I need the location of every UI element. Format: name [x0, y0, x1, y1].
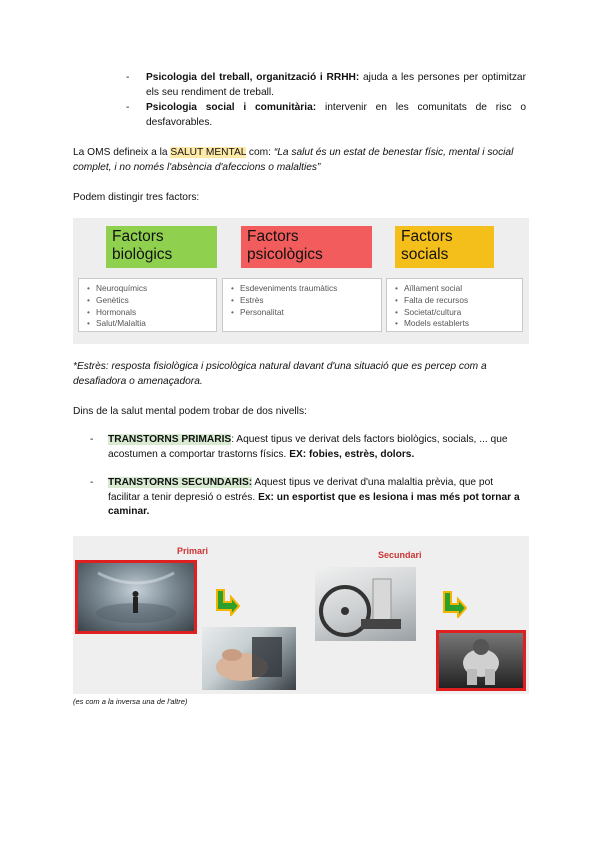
list-item: [126, 71, 526, 100]
list-item: • Neuroquímics: [87, 283, 212, 295]
oms-quote: “La salut és un estat de benestar físic, mental i social complet, i no només l'absència d'afeccions o malalties”: [73, 147, 514, 173]
sad-person-photo: [436, 630, 526, 691]
top-list: [126, 71, 526, 130]
dash-marker: -: [90, 477, 94, 488]
item-text: intervenir en les comunitats de risc o desfavorables.: [146, 102, 526, 128]
list-item: • Models establerts: [395, 318, 518, 330]
factor-soc-title: [395, 226, 494, 268]
salut-mental-highlight: SALUT MENTAL: [170, 147, 247, 158]
levels-intro: Dins de la salut mental podem trobar de dos nivells:: [73, 406, 307, 417]
dash-marker: -: [90, 434, 94, 445]
list-item: • Societat/cultura: [395, 307, 518, 319]
title-line: Factors: [401, 228, 453, 245]
title-line: Factors: [112, 228, 164, 245]
list-item: • Hormonals: [87, 307, 212, 319]
examples-panel: [73, 536, 529, 694]
title-line: socials: [401, 246, 449, 263]
list-item: • Estrès: [231, 295, 377, 307]
figure-silhouette-icon: [78, 563, 194, 631]
primary-text: : Aquest tipus ve derivat dels factors biològics, socials, ... que acostumen a comportar trastorns físics.: [108, 434, 508, 460]
stress-note: *Estrès: resposta fisiològica i psicològica natural davant d'una situació que es percep com a desafiadora o amenaçadora.: [73, 361, 487, 387]
title-line: psicològics: [247, 246, 323, 263]
arrow-down-right-icon: [441, 590, 467, 618]
oms-pre: La OMS defineix a la: [73, 147, 171, 158]
title-line: Factors: [247, 228, 299, 245]
fog-figure-photo: [75, 560, 197, 634]
wheelchair-photo: [315, 567, 416, 641]
caption: (es com a la inversa una de l'altre): [73, 697, 188, 706]
list-item: • Aïllament social: [395, 283, 518, 295]
list-item: [90, 433, 522, 462]
secondary-text: Aquest tipus ve derivat d'una malaltia prèvia, que pot facilitar a tenir depresió o estrés.: [108, 477, 494, 503]
oms-mid: com:: [246, 147, 274, 158]
factor-psy-list: [222, 278, 382, 332]
list-item: [90, 476, 522, 520]
item-title: Psicologia del treball, organització i RRHH:: [146, 72, 360, 83]
title-line: biològics: [112, 246, 173, 263]
factor-psy-title: [241, 226, 372, 268]
list-item: [126, 101, 526, 130]
dash-marker: -: [126, 72, 130, 83]
primary-image-label: Primari: [177, 546, 209, 556]
list-item: • Personalitat: [231, 307, 377, 319]
list-item: • Falta de recursos: [395, 295, 518, 307]
levels-list: [90, 433, 522, 520]
item-title: Psicologia social i comunitària:: [146, 102, 317, 113]
knee-pain-photo: [202, 627, 296, 690]
primary-example: EX: fobies, estrès, dolors.: [289, 448, 415, 460]
dash-marker: -: [126, 102, 130, 113]
distinguish-text: Podem distingir tres factors:: [73, 192, 200, 203]
arrow-down-right-icon: [214, 588, 240, 616]
factor-bio-title: [106, 226, 217, 268]
secondary-example: Ex: un esportist que es lesiona i mas més pot tornar a caminar.: [108, 491, 520, 517]
factors-panel: [73, 218, 529, 344]
secondary-label: TRANSTORNS SECUNDARIS:: [108, 477, 253, 488]
item-text: ajuda a les persones per optimitzar els seu rendiment de treball.: [146, 72, 526, 98]
list-item: • Salut/Malaltia: [87, 318, 212, 330]
primary-label: TRANSTORNS PRIMARIS: [108, 434, 232, 445]
factor-bio-list: [78, 278, 217, 332]
secondary-image-label: Secundari: [378, 550, 422, 560]
oms-paragraph: [73, 146, 531, 175]
list-item: • Genètics: [87, 295, 212, 307]
list-item: • Esdeveniments traumàtics: [231, 283, 377, 295]
factor-soc-list: [386, 278, 523, 332]
